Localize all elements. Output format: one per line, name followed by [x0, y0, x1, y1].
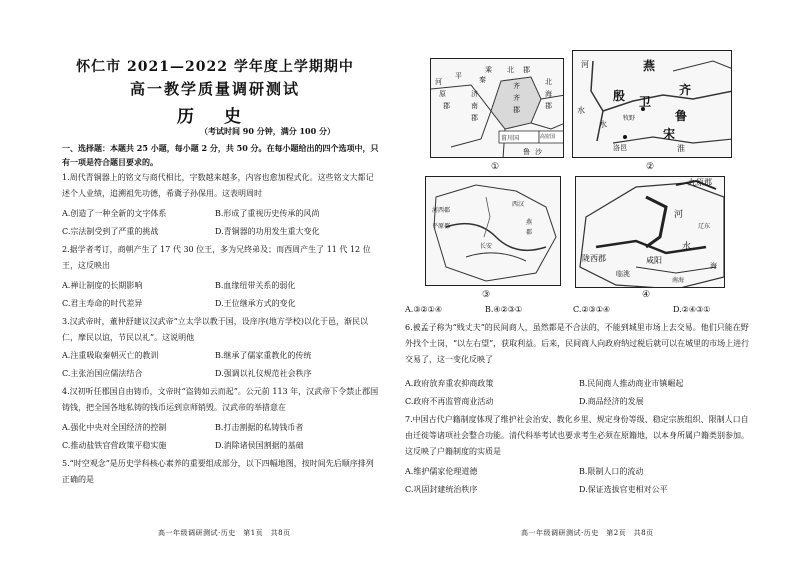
question-1-stem: 1.周代青铜器上的铭文与商代相比，字数越来越多，内容也愈加程式化。这些铭文大都记述个人业绩，追溯祖先功德，希冀子孙保用。这表明周时 — [62, 173, 374, 198]
q5-option-c[interactable]: C.②③①④ — [573, 305, 611, 314]
map-4-label: 九原郡 — [688, 178, 712, 187]
map-1-number: ① — [491, 162, 500, 172]
q4-option-a[interactable]: A.强化中央对全国经济的控制 — [62, 423, 167, 432]
map-3-label: 平原郡 — [432, 223, 451, 230]
map-1-label: 郡 — [545, 102, 552, 110]
q2-option-a[interactable]: A.禅让制度的长期影响 — [62, 281, 143, 290]
map-3-label: 河西郡 — [432, 207, 451, 214]
map-1-label: 郡 — [471, 114, 478, 122]
map-1-label: 齐 — [513, 82, 520, 90]
q6-option-c[interactable]: C.政府不再监管商业活动 — [405, 397, 494, 406]
exam-title: 怀仁市 2021—2022 学年度上学期期中 — [76, 59, 354, 75]
q4-option-b[interactable]: B.打击割据的私铸钱币者 — [215, 423, 304, 432]
section-heading: 一、选择题：本题共 25 小题，每小题 2 分，共 50 分。在每小题给出的四个选项中，只有一项是符合题目要求的。 — [62, 143, 379, 167]
map-1-label: 秦 — [479, 76, 486, 84]
q2-option-c[interactable]: C.君主寿命的时代差异 — [62, 299, 143, 308]
map-2 — [572, 50, 732, 158]
map-4-label: 辽东 — [698, 223, 711, 230]
exam-note: （考试时间 90 分钟，满分 100 分） — [200, 126, 335, 136]
map-2-label: 水 — [577, 106, 585, 115]
map-1-label: 海 — [545, 90, 552, 98]
map-4-drawing — [576, 177, 725, 288]
map-1-label: 济 — [471, 90, 478, 98]
map-4-label: 咸阳 — [646, 256, 662, 265]
map-4-number: ④ — [642, 290, 651, 300]
page-footer: 高一年级调研测试·历史 第1页 共8页 — [158, 529, 291, 537]
q3-option-b[interactable]: B.继承了儒家重教化的传统 — [215, 351, 312, 360]
map-4-label: 河 — [674, 210, 684, 220]
question-3-stem: 3.汉武帝时，董仲舒建议汉武帝“立太学以教于国，设庠序(地方学校)以化于邑，渐民以仁，摩民以谊，节民以礼”。这说明他 — [62, 317, 368, 342]
question-6-stem: 6.被孟子称为“贱丈夫”的民间商人，虽然都是不合法的，不能到城里市场上去交易。他们只能在野外找个土岗，“以左右望”，获取利益。后来，民间商人向政府纳过税后就可以在城里的市场上进行交易了，这一变化反映了 — [405, 323, 750, 364]
map-2-label: 洛邑 — [613, 144, 627, 152]
map-4-label: 陇西郡 — [582, 254, 606, 263]
map-4-label: 水 — [682, 242, 692, 252]
map-2-number: ② — [646, 162, 655, 172]
map-3-label: 长安 — [480, 243, 493, 250]
q6-option-b[interactable]: B.民间商人推动商业市镇崛起 — [579, 379, 684, 388]
map-3 — [425, 176, 561, 286]
map-4-label: 临洮 — [616, 270, 630, 278]
map-2-label: 殷 — [613, 89, 626, 103]
q7-option-a[interactable]: A.维护儒家伦理道德 — [405, 467, 478, 476]
map-2-label: 燕 — [643, 59, 656, 73]
q4-option-c[interactable]: C.推动盐铁官营政策平稳实施 — [62, 441, 167, 450]
map-1-label: 平 — [455, 72, 462, 80]
map-3-label: 燕 — [526, 219, 533, 226]
map-1-label: 郡 — [443, 102, 450, 110]
q1-option-d[interactable]: D.青铜器的功用发生重大变化 — [215, 227, 320, 236]
map-1-label: 沙 — [535, 148, 542, 156]
q3-option-d[interactable]: D.强调以礼仪规范社会秩序 — [215, 369, 312, 378]
question-5-stem: 5.“时空观念”是历史学科核心素养的重要组成部分，以下四幅地图，按时间先后顺序排列正确的是 — [62, 459, 374, 484]
map-4 — [575, 176, 725, 288]
map-2-label: 淮 — [677, 144, 685, 153]
map-1-label: 河 — [435, 78, 442, 86]
right-page — [397, 0, 794, 561]
map-4-label: 海 — [710, 262, 717, 270]
map-1-label: 郡 — [523, 66, 530, 74]
map-3-label: 郡 — [526, 229, 533, 236]
q1-option-a[interactable]: A.创造了一种全新的文字体系 — [62, 209, 167, 218]
q4-option-d[interactable]: D.消除诸侯国割据的基础 — [215, 441, 304, 450]
q7-option-d[interactable]: D.保证选拔官吏相对公平 — [579, 485, 668, 494]
q2-option-b[interactable]: B.血缘纽带关系的弱化 — [215, 281, 296, 290]
map-2-label: 水 — [599, 120, 607, 129]
map-3-drawing — [426, 177, 561, 286]
map-1-label: 原 — [439, 90, 446, 98]
map-1-label: 郡 — [513, 106, 520, 114]
map-1-label: 南 — [471, 102, 478, 110]
map-2-label: 河 — [581, 60, 589, 69]
map-1-label: 菑川国 — [501, 135, 520, 142]
map-1-label: 北 — [507, 66, 514, 74]
map-1-label: 齐 — [513, 94, 520, 102]
q3-option-a[interactable]: A.注重吸取秦朝灭亡的教训 — [62, 351, 159, 360]
q7-option-c[interactable]: C.巩固封建统治秩序 — [405, 485, 478, 494]
map-1-label: 高密国 — [540, 134, 556, 140]
exam-subtitle: 高一教学质量调研测试 — [129, 80, 300, 98]
map-2-label: 宋 — [663, 127, 676, 141]
q1-option-c[interactable]: C.宗法制受到了严重的挑战 — [62, 227, 159, 236]
q6-option-d[interactable]: D.商品经济的发展 — [579, 397, 644, 406]
map-1 — [430, 58, 564, 158]
q5-option-a[interactable]: A.③②①④ — [405, 305, 443, 314]
question-2-stem: 2.据学者考订，商朝产生了 17 代 30 位王，多为兄终弟及；而西周产生了 11 代 12 位王，这反映出 — [62, 245, 371, 270]
q1-option-b[interactable]: B.形成了重视历史传承的风尚 — [215, 209, 320, 218]
q3-option-c[interactable]: C.主张治国应儒法结合 — [62, 369, 143, 378]
question-7-stem: 7.中国古代户籍制度体现了维护社会治安、教化乡里、规定身份等级、稳定宗族组织、限制人口自由迁徙等诸项社会整合功能。清代科举考试也要求考生必须在原籍地，以本身所属户籍类别参加。这反映了户籍制度的实质是 — [405, 415, 749, 456]
map-4-label: 南海 — [672, 277, 685, 284]
q6-option-a[interactable]: A.政府放弃重农抑商政策 — [405, 379, 494, 388]
q2-option-d[interactable]: D.王位继承方式的变化 — [215, 299, 296, 308]
map-1-label: 乘 — [485, 66, 492, 74]
map-3-label: 西汉 — [512, 201, 525, 208]
subject-title: 历 史 — [177, 107, 253, 127]
map-2-label: 鲁 — [675, 109, 688, 123]
map-1-label: 鲁 — [523, 148, 530, 156]
map-2-label: 牧野 — [623, 115, 636, 122]
map-2-label: 齐 — [679, 83, 692, 97]
q5-option-d[interactable]: D.②④③① — [673, 305, 711, 314]
map-1-label: 北 — [545, 78, 552, 86]
page-footer: 高一年级调研测试·历史 第2页 共8页 — [521, 529, 654, 537]
map-3-number: ③ — [482, 290, 491, 300]
q7-option-b[interactable]: B.限制人口的流动 — [579, 467, 644, 476]
q5-option-b[interactable]: B.④②③① — [485, 305, 523, 314]
map-2-label: 卫 — [639, 95, 652, 109]
question-4-stem: 4.汉初听任郡国自由铸币，文帝时“盗铸如云而起”。公元前 113 年，汉武帝下令禁止郡国铸钱，把全国各地私铸的钱币运到京师销毁。汉武帝的举措意在 — [62, 387, 379, 412]
